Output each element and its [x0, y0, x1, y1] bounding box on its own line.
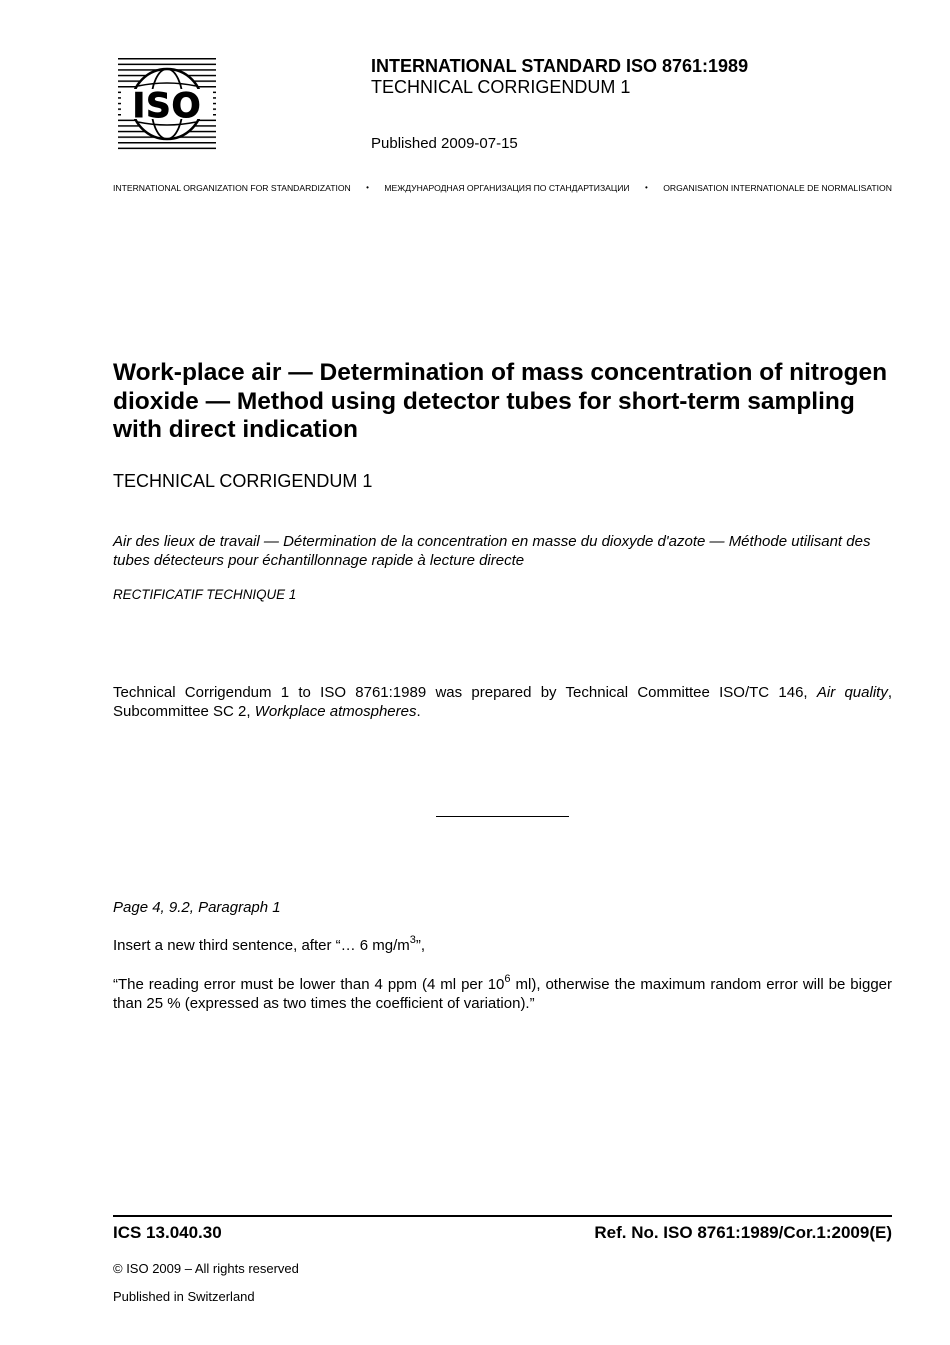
org-name-russian: МЕЖДУНАРОДНАЯ ОРГАНИЗАЦИЯ ПО СТАНДАРТИЗАЦИИ — [384, 183, 630, 193]
bullet-separator: • — [366, 183, 369, 192]
corrigendum-label: TECHNICAL CORRIGENDUM 1 — [113, 471, 373, 491]
org-name-french: ORGANISATION INTERNATIONALE DE NORMALISATION — [663, 183, 892, 193]
separator-rule — [436, 816, 569, 817]
quote-text: ml), otherwise the maximum random error will be bigger than 25 % (expressed as two times the coefficient of variation).” — [113, 976, 892, 1012]
committee-name: Air quality — [816, 684, 888, 701]
standard-title: INTERNATIONAL STANDARD ISO 8761:1989 — [371, 56, 749, 76]
document-title: Work-place air — Determination of mass concentration of nitrogen dioxide — Method using detector tubes for short-term sampling with direct indication — [113, 359, 888, 443]
org-name-english: INTERNATIONAL ORGANIZATION FOR STANDARDIZATION — [113, 183, 351, 193]
french-corrigendum-label: RECTIFICATIF TECHNIQUE 1 — [113, 587, 297, 602]
correction-instruction — [113, 936, 425, 955]
instruction-text: ”, — [415, 937, 426, 954]
prep-text: Technical Corrigendum 1 to ISO 8761:1989 was prepared by Technical Committee ISO/TC 146, — [113, 684, 817, 701]
organization-line — [113, 182, 892, 194]
superscript: 3 — [409, 934, 416, 946]
ics-code: ICS 13.040.30 — [113, 1223, 222, 1242]
reference-number: Ref. No. ISO 8761:1989/Cor.1:2009(E) — [594, 1223, 892, 1242]
correction-quote — [113, 975, 892, 1013]
preparation-paragraph — [113, 683, 892, 721]
bullet-separator: • — [645, 183, 648, 192]
subcommittee-name: Workplace atmospheres — [254, 703, 417, 720]
instruction-text: Insert a new third sentence, after “… 6 mg/m — [113, 937, 410, 954]
copyright-notice: © ISO 2009 – All rights reserved — [113, 1261, 299, 1276]
prep-text: , Subcommittee SC 2, — [113, 684, 892, 720]
published-location: Published in Switzerland — [113, 1289, 255, 1304]
iso-logo — [118, 58, 216, 152]
footer-rule — [113, 1215, 892, 1217]
french-title: Air des lieux de travail — Détermination de la concentration en masse du dioxyde d'azote — Méthode utilisant des tubes détecteurs pour échantillonnage rapide à lecture directe — [113, 533, 871, 569]
publication-date: Published 2009-07-15 — [371, 135, 518, 152]
superscript: 6 — [504, 973, 511, 985]
quote-text: “The reading error must be lower than 4 ppm (4 ml per 10 — [113, 976, 505, 993]
iso-logo-text: ISO — [132, 86, 202, 126]
correction-location: Page 4, 9.2, Paragraph 1 — [113, 899, 281, 916]
prep-text: . — [416, 703, 421, 720]
header-corrigendum: TECHNICAL CORRIGENDUM 1 — [371, 77, 631, 97]
